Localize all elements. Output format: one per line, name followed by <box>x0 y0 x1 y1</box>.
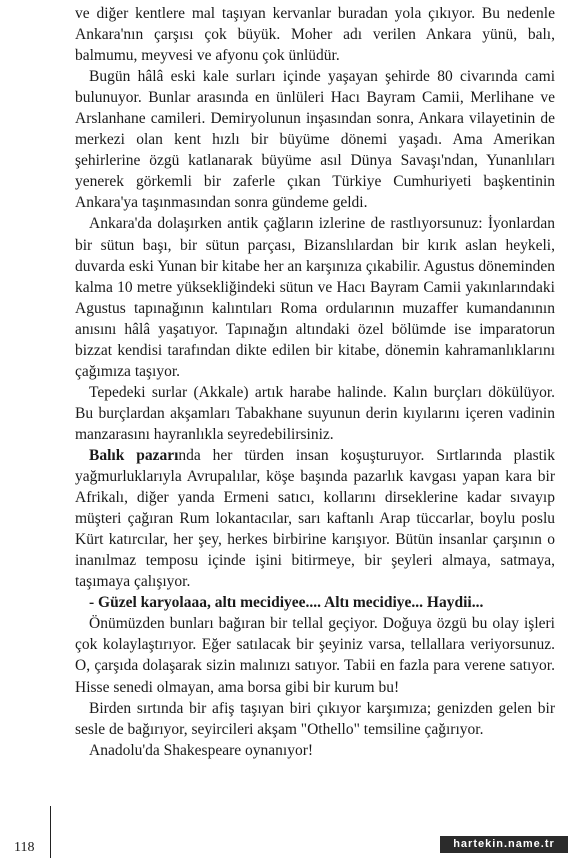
paragraph-4: Tepedeki surlar (Akkale) artık harabe halinde. Kalın burçları dökülüyor. Bu burçlardan akşamları Tabakhane suyunun derin kıyılarını içeren vadinin manzarasını hayranlıkla seyredebilirsiniz. <box>75 383 555 443</box>
shout-text: - Güzel karyolaaa, altı mecidiyee.... Altı mecidiye... Haydii... <box>89 594 484 612</box>
paragraph-shakespeare: Anadolu'da Shakespeare oynanıyor! <box>89 741 314 759</box>
paragraph-tellal: Önümüzden bunları bağıran bir tellal geçiyor. Doğuya özgü bu olay işleri çok kolaylaştırıyor. Eğer satılacak bir şeyiniz varsa, tellallara veriyorsunuz. O, çarşıda dolaşarak sizin malınızı satıyor. Tabii en fazla para verene satıyor. Hisse senedi olmayan, ama borsa gibi bir kurum bu! <box>75 615 555 696</box>
paragraph-2: Bugün hâlâ eski kale surları içinde yaşayan şehirde 80 civarında cami bulunuyor. Bunlar arasında en ünlüleri Hacı Bayram Camii, Merlihane ve Arslanhane camileri. Demiryolunun inşasından sonra, Ankara vilayetinin de merkezi olan kent hızlı bir büyüme dönemi yaşadı. Ama Amerikan şehirlerine özgü katlanarak büyüme asıl Dünya Savaşı'ndan, Yunanlıları yenerek görkemli bir zaferle çıkan Türkiye Cumhuriyeti başkentinin Ankara'ya taşınmasından sonra gündeme geldi. <box>75 68 555 212</box>
paragraph-3: Ankara'da dolaşırken antik çağların izlerine de rastlıyorsunuz: İyonlardan bir sütun başı, bir sütun parçası, Bizanslılardan bir kırık aslan heykeli, duvarda eski Yunan bir kitabe her an karşınıza çıkabilir. Agustus döneminden kalma 10 metre yüksekliğindeki sütun ve Hacı Bayram Camii yakınlarındaki Agustus tapınağının kalıntıları Roma ordularının muzaffer kumandanının anısını hâlâ yaşatıyor. Tapınağın altındaki özel bölümde ise imparatorun bizzat kendisi tarafından dikte edilen bir kitabe, dönemin kahramanlıklarını çağımıza taşıyor. <box>75 215 555 380</box>
margin-rule <box>50 806 51 858</box>
watermark: hartekin.name.tr <box>440 836 568 853</box>
bold-lead: Balık pazarı <box>89 446 179 464</box>
shout-line <box>75 592 555 613</box>
paragraph-1: ve diğer kentlere mal taşıyan kervanlar buradan yola çıkıyor. Bu nedenle Ankara'nın çarşısı çok büyük. Moher adı verilen Ankara yünü, balı, balmumu, meyvesi ve afyonu çok ünlüdür. <box>75 5 555 65</box>
body-text <box>75 3 555 761</box>
bazaar-rest: nda her türden insan koşuşturuyor. Sırtlarında plastik yağmurluklarıyla Avrupalılar, köşe başında pazarlık kavgası yapan kara bir Afrikalı, diğer yanda Ermeni satıcı, kollarını dirseklerine kadar sıvayıp müşteri çağıran Rum lokantacılar, sarı kaftanlı Arap tüccarlar, boylu poslu Kürt katırcılar, her şey, herkes birbirine karışıyor. Bütün insanlar çarşının o inanılmaz temposu içinde işini bitirmeye, bir şeyleri almaya, satmaya, taşımaya çalışıyor. <box>75 446 555 591</box>
paragraph-bazaar <box>75 445 555 592</box>
paragraph-othello: Birden sırtında bir afiş taşıyan biri çıkıyor karşımıza; genizden gelen bir sesle de bağırıyor, seyircileri akşam "Othello" temsiline çağırıyor. <box>75 699 555 738</box>
page-number: 118 <box>14 840 35 855</box>
